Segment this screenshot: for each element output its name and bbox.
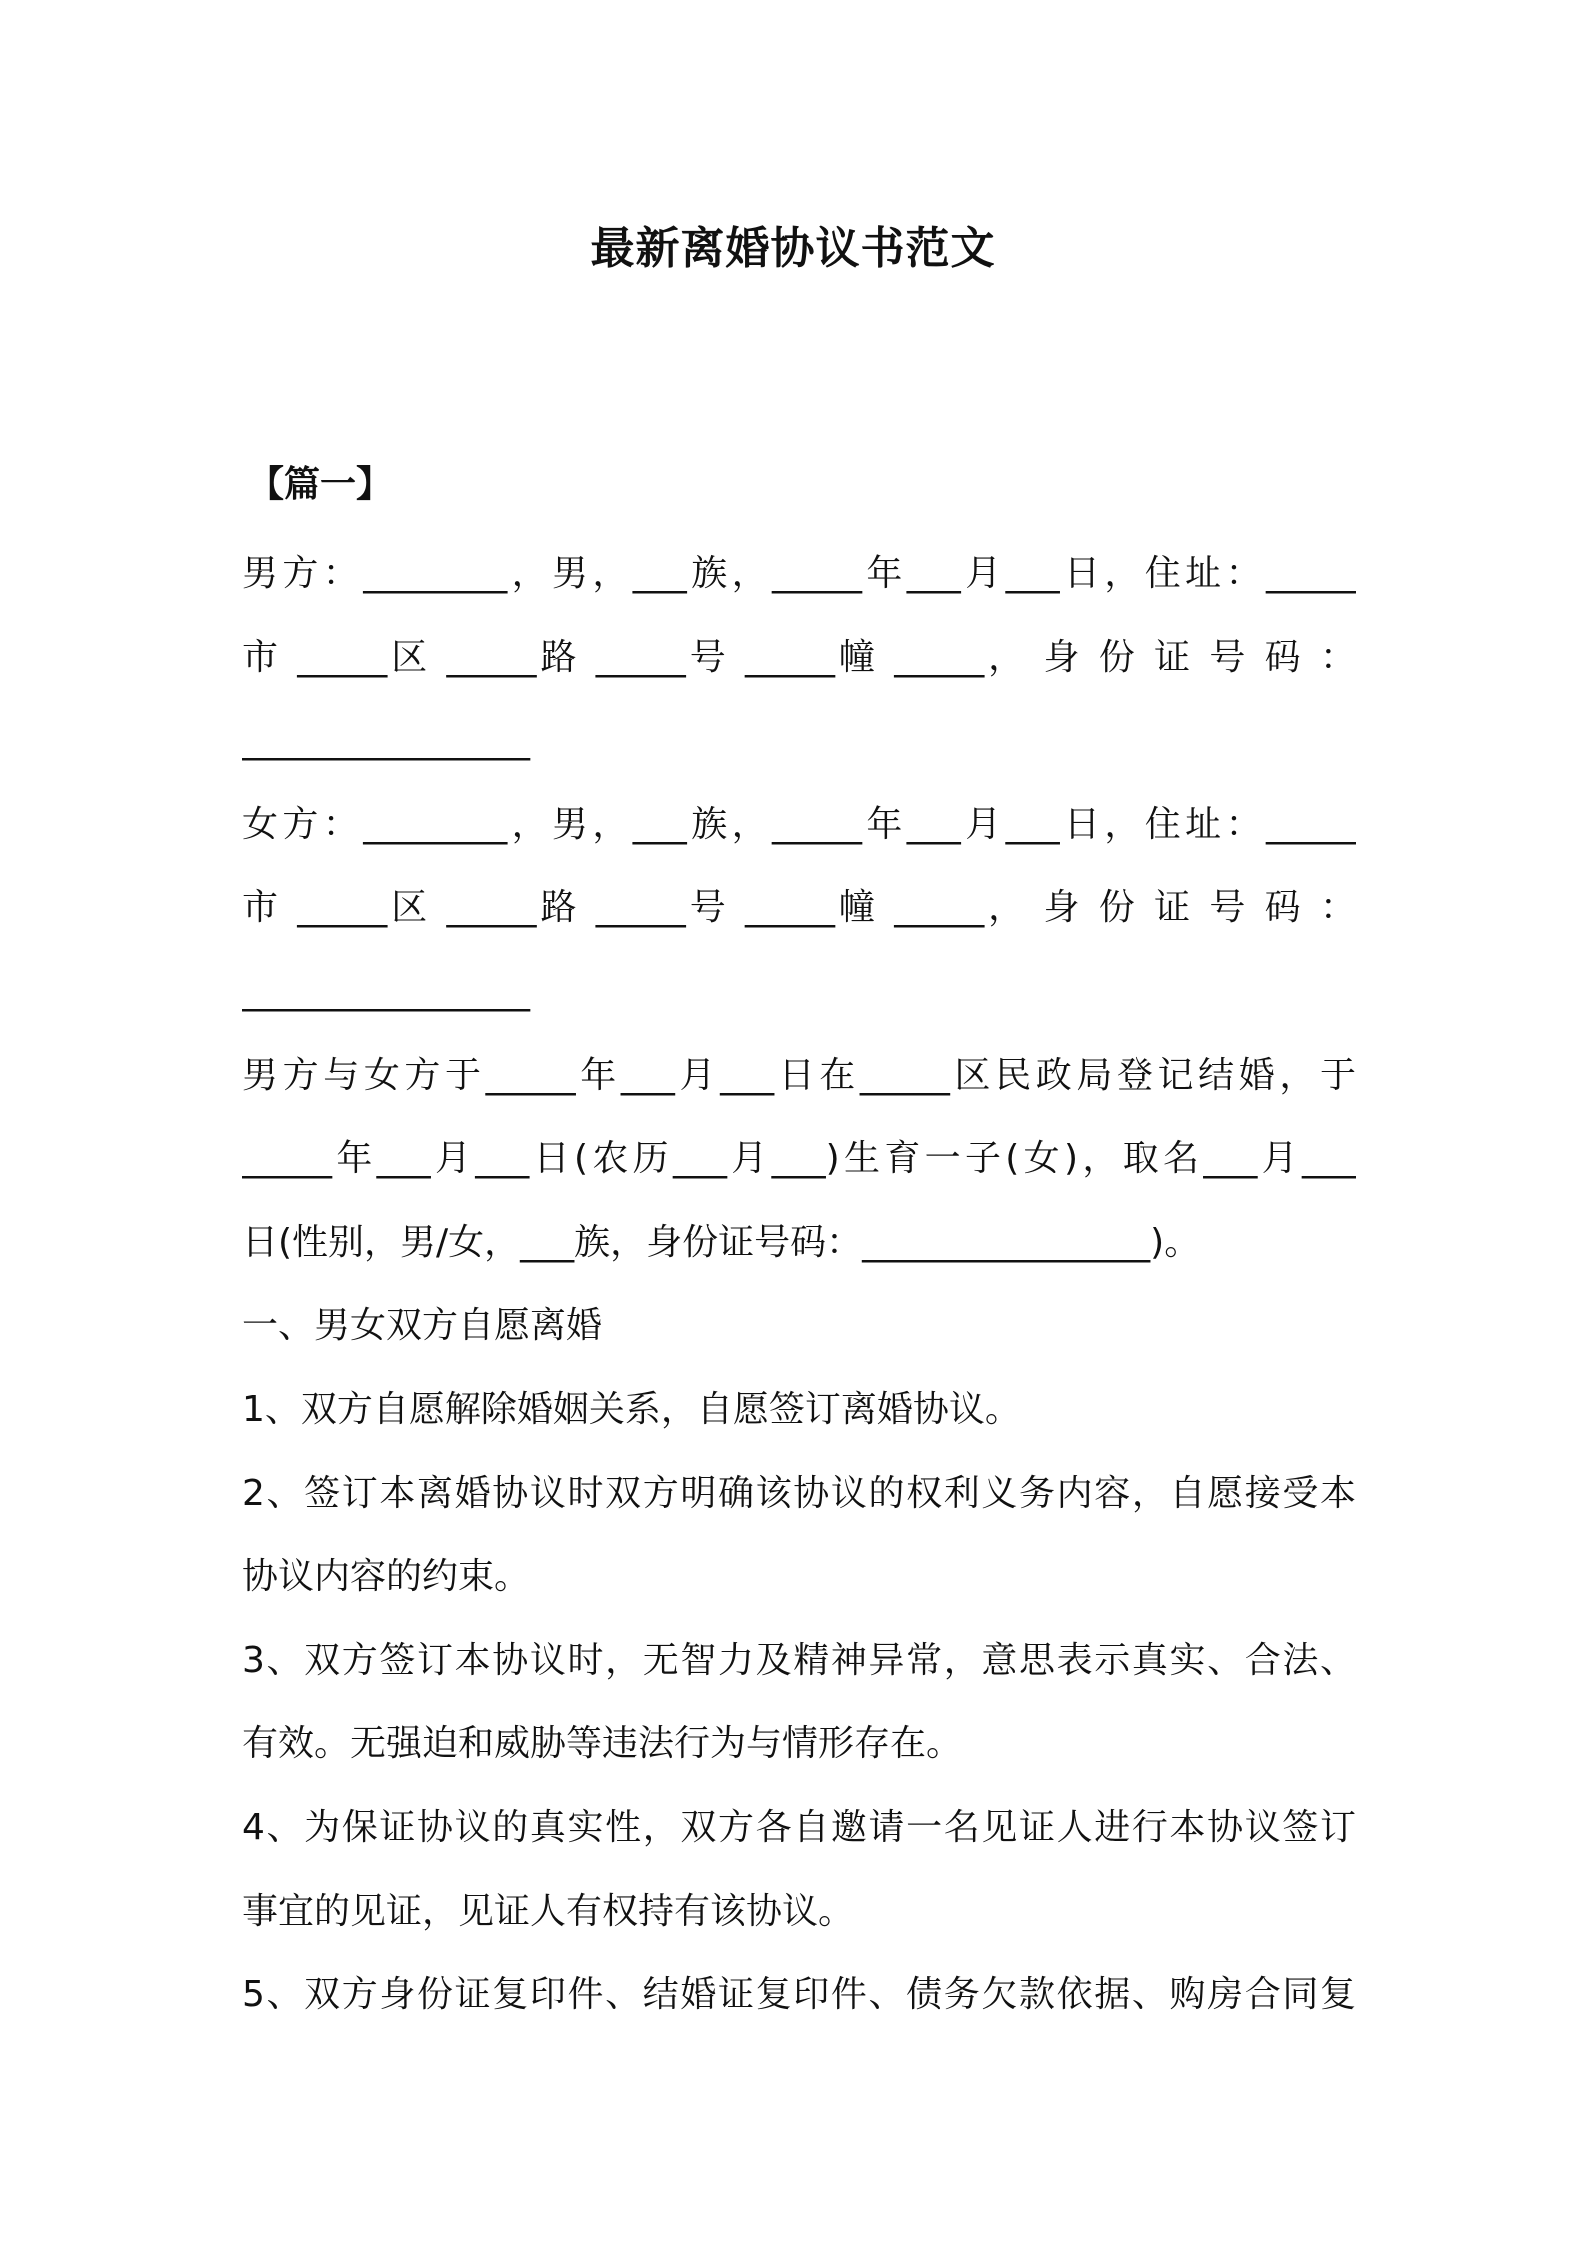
wife-info-line-1: 女方：________，男，___族，_____年___月___日，住址：_____ [242,803,1356,845]
clause-item-4-line-1: 4、为保证协议的真实性，双方各自邀请一名见证人进行本协议签订 [242,1806,1356,1848]
marriage-info-line-3: 日(性别，男/女，___族，身份证号码：________________)。 [242,1221,1201,1263]
clause-item-3-line-2: 有效。无强迫和威胁等违法行为与情形存在。 [242,1723,963,1765]
agreement-body [242,532,1356,2037]
clause-heading-1: 一、男女双方自愿离婚 [242,1305,603,1347]
section-label: 【篇一】 [248,464,393,505]
marriage-info-line-1: 男方与女方于_____年___月___日在_____区民政局登记结婚，于 [242,1054,1356,1096]
clause-item-2-line-2: 协议内容的约束。 [242,1556,531,1598]
document-title: 最新离婚协议书范文 [590,223,996,274]
husband-info-line-2: 市 _____区 _____路 _____号 _____幢 _____， 身 份 证 号 码 ： [242,636,1356,678]
wife-id-blank: ________________ [242,970,530,1012]
clause-item-5-line-1: 5、双方身份证复印件、结婚证复印件、债务欠款依据、购房合同复 [242,1974,1356,2016]
husband-info-line-1: 男方：________，男，___族，_____年___月___日，住址：_____ [242,553,1356,594]
marriage-info-line-2: _____年___月___日(农历___月___)生育一子(女)，取名___月___ [242,1138,1356,1180]
husband-id-blank: ________________ [242,720,530,762]
clause-item-2-line-1: 2、签订本离婚协议时双方明确该协议的权利义务内容，自愿接受本 [242,1472,1356,1514]
clause-item-3-line-1: 3、双方签订本协议时，无智力及精神异常，意思表示真实、合法、 [242,1639,1356,1681]
clause-item-4-line-2: 事宜的见证，见证人有权持有该协议。 [242,1890,855,1932]
wife-info-line-2: 市 _____区 _____路 _____号 _____幢 _____， 身 份 证 号 码 ： [242,887,1356,929]
clause-item-1: 1、双方自愿解除婚姻关系，自愿签订离婚协议。 [242,1388,1021,1430]
